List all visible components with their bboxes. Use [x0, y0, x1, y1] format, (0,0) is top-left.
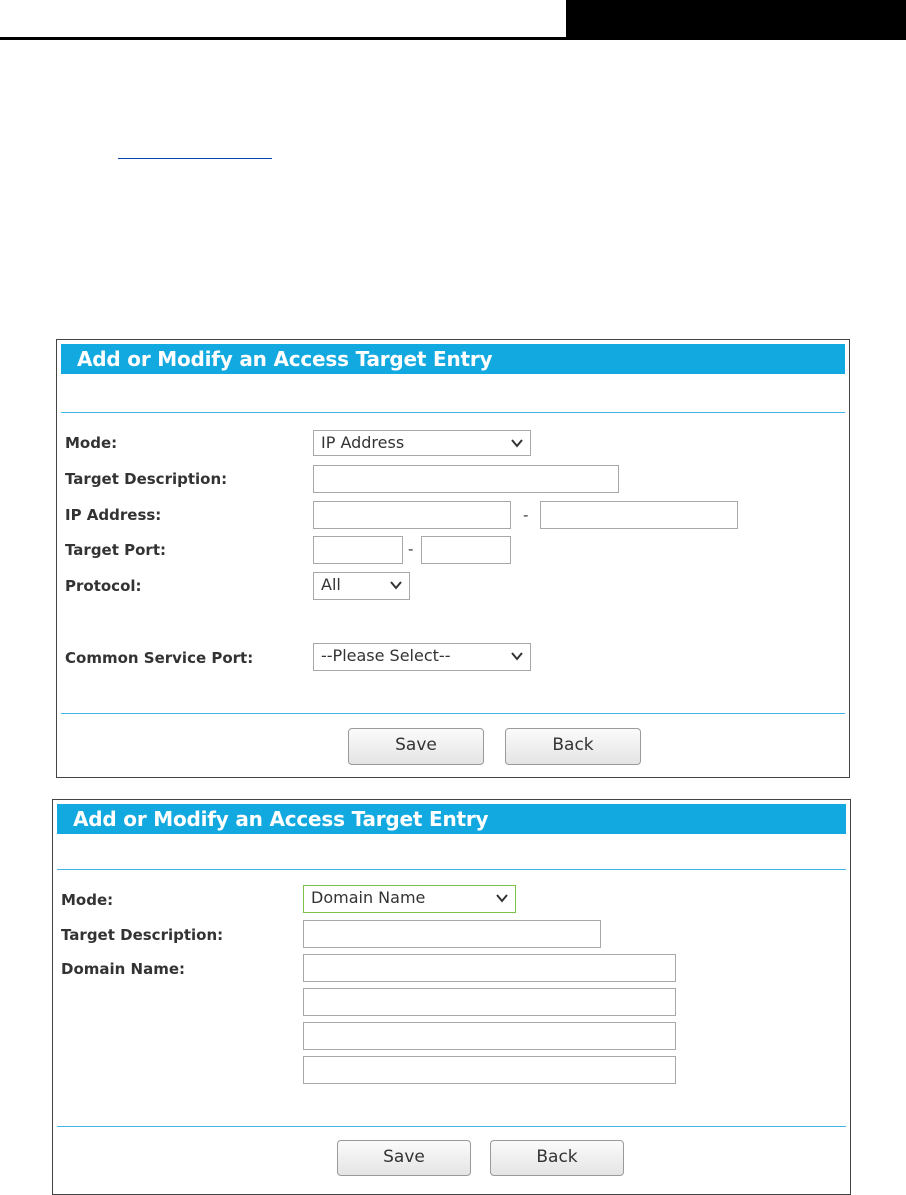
mode-select[interactable]	[303, 885, 516, 913]
target-port-start-input[interactable]	[313, 536, 403, 564]
header-block	[566, 0, 906, 40]
divider	[61, 713, 845, 714]
ip-address-end-input[interactable]	[540, 501, 738, 529]
domain-name-input-1[interactable]	[303, 954, 676, 982]
target-description-input[interactable]	[303, 920, 601, 948]
chevron-down-icon	[495, 891, 509, 905]
save-button[interactable]: Save	[337, 1140, 471, 1176]
mode-select-value: Domain Name	[311, 888, 426, 907]
document-link[interactable]	[118, 140, 272, 159]
panel-title: Add or Modify an Access Target Entry	[57, 804, 846, 834]
chevron-down-icon	[510, 436, 524, 450]
target-description-input[interactable]	[313, 465, 619, 493]
target-description-label: Target Description:	[65, 470, 228, 488]
protocol-label: Protocol:	[65, 577, 142, 595]
target-description-label: Target Description:	[61, 926, 224, 944]
common-service-port-select[interactable]	[313, 643, 531, 671]
access-target-panel-ip	[56, 339, 850, 778]
access-target-panel-domain	[52, 799, 851, 1195]
domain-name-label: Domain Name:	[61, 960, 186, 978]
port-range-separator: -	[408, 540, 414, 558]
domain-name-input-3[interactable]	[303, 1022, 676, 1050]
back-button[interactable]: Back	[490, 1140, 624, 1176]
divider	[61, 412, 845, 413]
ip-address-label: IP Address:	[65, 506, 162, 524]
target-port-end-input[interactable]	[421, 536, 511, 564]
divider	[57, 1126, 846, 1127]
ip-address-start-input[interactable]	[313, 501, 511, 529]
protocol-select[interactable]	[313, 572, 410, 600]
save-button[interactable]: Save	[348, 728, 484, 765]
domain-name-input-4[interactable]	[303, 1056, 676, 1084]
mode-select-value: IP Address	[321, 433, 405, 452]
protocol-select-value: All	[321, 575, 341, 594]
common-service-port-label: Common Service Port:	[65, 649, 254, 667]
back-button[interactable]: Back	[505, 728, 641, 765]
mode-label: Mode:	[61, 891, 114, 909]
target-port-label: Target Port:	[65, 541, 166, 559]
chevron-down-icon	[510, 649, 524, 663]
panel-title: Add or Modify an Access Target Entry	[61, 344, 845, 374]
mode-select[interactable]	[313, 430, 531, 456]
chevron-down-icon	[389, 578, 403, 592]
mode-label: Mode:	[65, 434, 118, 452]
divider	[57, 869, 846, 870]
domain-name-input-2[interactable]	[303, 988, 676, 1016]
common-service-port-value: --Please Select--	[321, 646, 451, 665]
ip-range-separator: -	[523, 506, 529, 524]
